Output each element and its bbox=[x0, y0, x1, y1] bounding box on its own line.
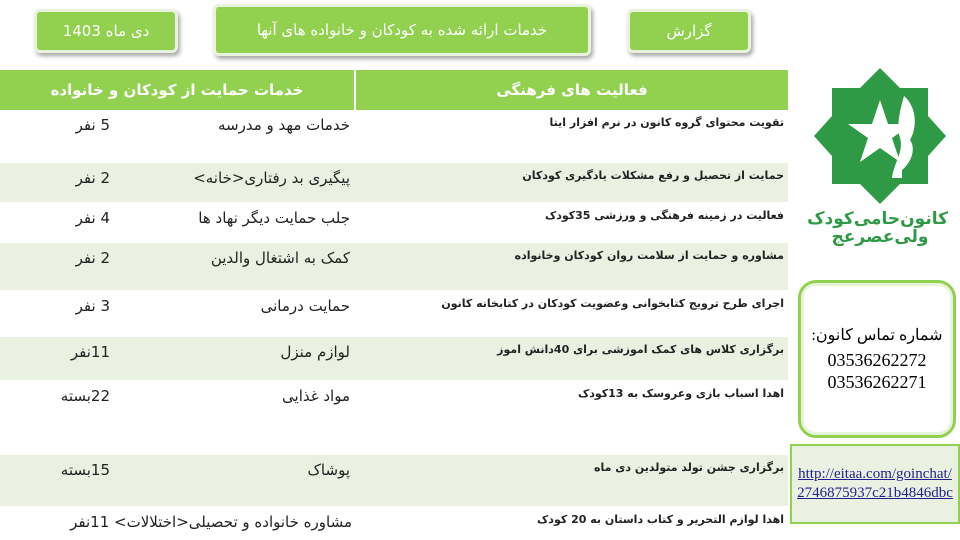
service-cell: حمایت درمانی bbox=[260, 297, 350, 315]
count-cell: 4 نفر bbox=[75, 209, 110, 227]
table-row bbox=[0, 381, 788, 455]
count-text: 11نفر bbox=[70, 513, 110, 531]
table-header bbox=[0, 70, 788, 110]
report-tag bbox=[627, 9, 751, 53]
count-cell: 3 نفر bbox=[75, 297, 110, 315]
service-cell: پوشاک bbox=[307, 461, 350, 479]
service-cell: لوازم منزل bbox=[280, 343, 350, 361]
logo-line1: کانون‌حامی‌کودک bbox=[807, 209, 948, 229]
service-cell: پیگیری بد رفتاری<خانه> bbox=[193, 169, 350, 187]
activity-cell: برگزاری جشن تولد متولدین دی ماه bbox=[594, 461, 784, 474]
date-tag bbox=[34, 9, 178, 53]
activity-cell: اجرای طرح ترویج کتابخوانی وعضویت کودکان در کتابخانه کانون bbox=[441, 297, 784, 310]
activity-cell: مشاوره و حمایت از سلامت روان کودکان وخانواده bbox=[514, 249, 784, 262]
contact-box bbox=[798, 280, 956, 438]
count-cell: 2 نفر bbox=[75, 169, 110, 187]
activity-cell: اهدا اسباب بازی وعروسک به 13کودک bbox=[577, 387, 784, 400]
count-cell: 2 نفر bbox=[75, 249, 110, 267]
count-cell: 22بسته bbox=[60, 387, 110, 405]
logo-line2: ولی‌عصرعج bbox=[831, 227, 929, 247]
table-row bbox=[0, 203, 788, 243]
activity-cell: برگزاری کلاس های کمک اموزشی برای 40دانش اموز bbox=[497, 343, 784, 356]
activity-cell: تقویت محتوای گروه کانون در نرم افزار ایتا bbox=[549, 116, 784, 129]
page-title bbox=[213, 4, 591, 56]
service-cell: مواد غذایی bbox=[282, 387, 350, 405]
contact-phone-1: 03536262272 bbox=[827, 350, 927, 370]
count-cell: 11نفر bbox=[70, 343, 110, 361]
service-cell: خدمات مهد و مدرسه bbox=[217, 116, 350, 134]
activity-cell: حمایت از تحصیل و رفع مشکلات یادگیری کودکان bbox=[522, 169, 784, 182]
count-cell: 5 نفر bbox=[75, 116, 110, 134]
service-cell: جلب حمایت دیگر نهاد ها bbox=[198, 209, 350, 227]
table-row bbox=[0, 507, 788, 540]
service-text: مشاوره خانواده و تحصیلی<اختلالات> bbox=[114, 513, 352, 531]
column-header-services: خدمات حمایت از کودکان و خانواده bbox=[0, 70, 356, 110]
activity-cell: فعالیت در زمینه فرهنگی و ورزشی 35کودک bbox=[544, 209, 784, 222]
table-row bbox=[0, 163, 788, 203]
table-row bbox=[0, 337, 788, 381]
count-cell: 15بسته bbox=[60, 461, 110, 479]
link-box bbox=[790, 444, 960, 524]
contact-phone-2: 03536262271 bbox=[827, 372, 927, 392]
logo-text bbox=[807, 209, 948, 247]
column-header-activities: فعالیت های فرهنگی bbox=[496, 81, 648, 99]
page-title-text: خدمات ارائه شده به کودکان و خانواده های آنها bbox=[256, 21, 548, 39]
activity-cell: اهدا لوازم التحریر و کتاب داستان به 20 کودک bbox=[537, 513, 784, 526]
eitaa-link[interactable]: http://eitaa.com/goinchat/2746875937c21b4846dbc bbox=[797, 466, 953, 501]
table-row bbox=[0, 243, 788, 291]
contact-label: شماره تماس کانون: bbox=[811, 327, 943, 344]
report-label: گزارش bbox=[666, 22, 712, 40]
service-cell-wide bbox=[70, 513, 352, 531]
date-label: دی ماه 1403 bbox=[62, 22, 150, 40]
table-row bbox=[0, 110, 788, 163]
table-row bbox=[0, 291, 788, 337]
service-cell: کمک به اشتغال والدین bbox=[210, 249, 350, 267]
table-row bbox=[0, 455, 788, 507]
services-table bbox=[0, 70, 788, 540]
